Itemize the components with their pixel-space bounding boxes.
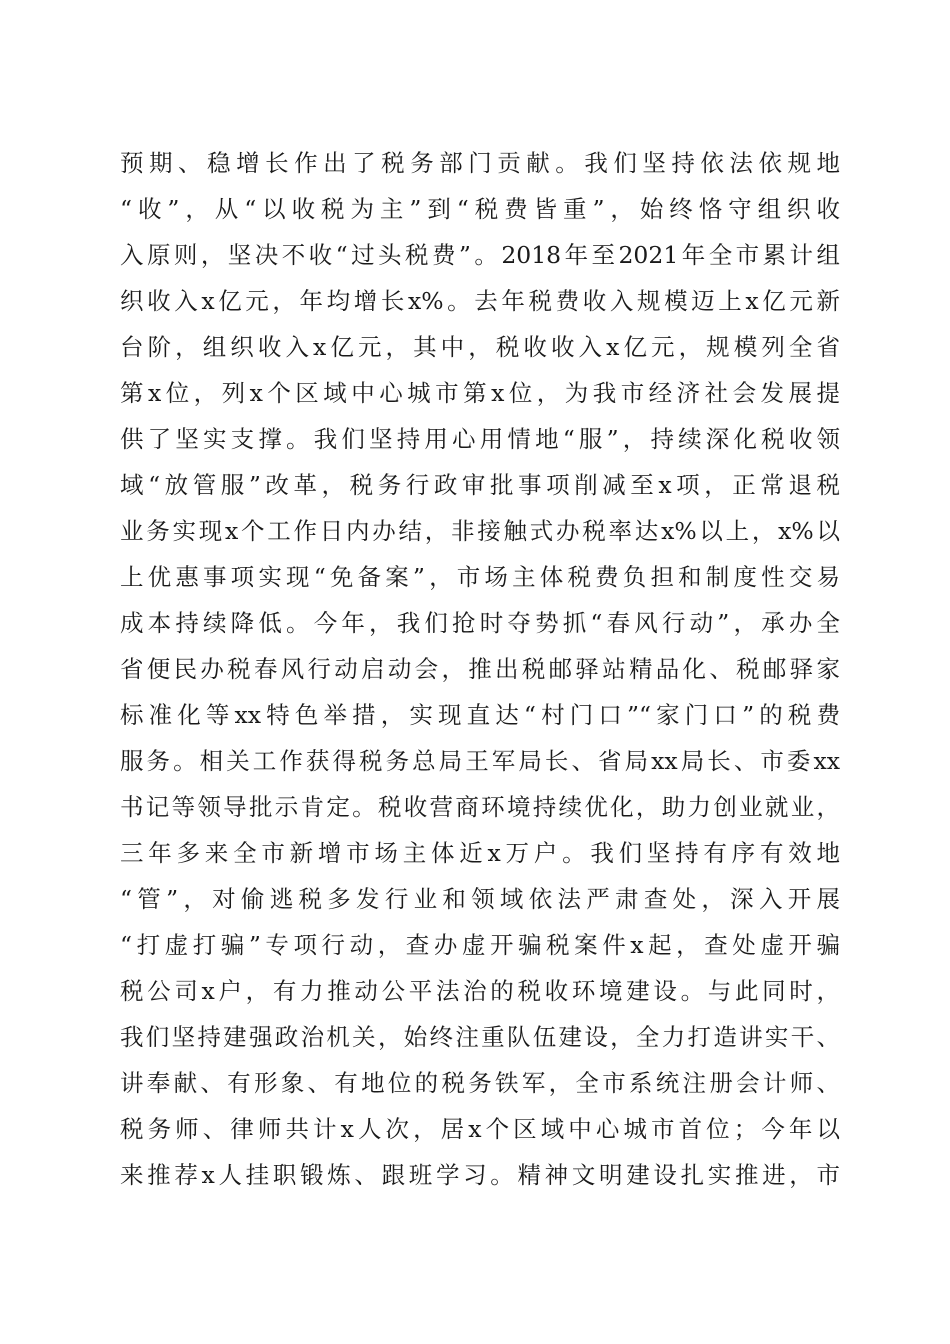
text-line: “管”，对偷逃税多发行业和领域依法严肃查处，深入开展 (120, 885, 840, 913)
text-line: 三年多来全市新增市场主体近x万户。我们坚持有序有效地 (120, 839, 840, 867)
text-line: 省便民办税春风行动启动会，推出税邮驿站精品化、税邮驿家 (120, 655, 840, 683)
text-line: 税公司x户，有力推动公平法治的税收环境建设。与此同时， (120, 977, 840, 1005)
text-line: 入原则，坚决不收“过头税费”。2018年至2021年全市累计组 (120, 241, 840, 269)
text-line: 台阶，组织收入x亿元，其中，税收收入x亿元，规模列全省 (120, 333, 840, 361)
text-line: 第x位，列x个区域中心城市第x位，为我市经济社会发展提 (120, 379, 840, 407)
text-line: 成本持续降低。今年，我们抢时夺势抓“春风行动”，承办全 (120, 609, 840, 637)
text-line: 供了坚实支撑。我们坚持用心用情地“服”，持续深化税收领 (120, 425, 840, 453)
text-line: 织收入x亿元，年均增长x%。去年税费收入规模迈上x亿元新 (120, 287, 840, 315)
text-line: 讲奉献、有形象、有地位的税务铁军，全市系统注册会计师、 (120, 1069, 840, 1097)
text-line: 业务实现x个工作日内办结，非接触式办税率达x%以上，x%以 (120, 517, 840, 545)
text-line: 税务师、律师共计x人次，居x个区域中心城市首位；今年以 (120, 1115, 840, 1143)
text-line: “收”，从“以收税为主”到“税费皆重”，始终恪守组织收 (120, 195, 840, 223)
text-line: 我们坚持建强政治机关，始终注重队伍建设，全力打造讲实干、 (120, 1023, 840, 1051)
text-line: 标准化等xx特色举措，实现直达“村门口”“家门口”的税费 (120, 701, 840, 729)
text-line: 书记等领导批示肯定。税收营商环境持续优化，助力创业就业， (120, 793, 840, 821)
text-line: “打虚打骗”专项行动，查办虚开骗税案件x起，查处虚开骗 (120, 931, 840, 959)
text-line: 域“放管服”改革，税务行政审批事项削减至x项，正常退税 (120, 471, 840, 499)
text-line: 服务。相关工作获得税务总局王军局长、省局xx局长、市委xx (120, 747, 840, 775)
body-paragraph (120, 140, 840, 1198)
text-line: 上优惠事项实现“免备案”，市场主体税费负担和制度性交易 (120, 563, 840, 591)
text-line: 来推荐x人挂职锻炼、跟班学习。精神文明建设扎实推进，市 (120, 1161, 840, 1189)
text-line: 预期、稳增长作出了税务部门贡献。我们坚持依法依规地 (120, 149, 840, 177)
